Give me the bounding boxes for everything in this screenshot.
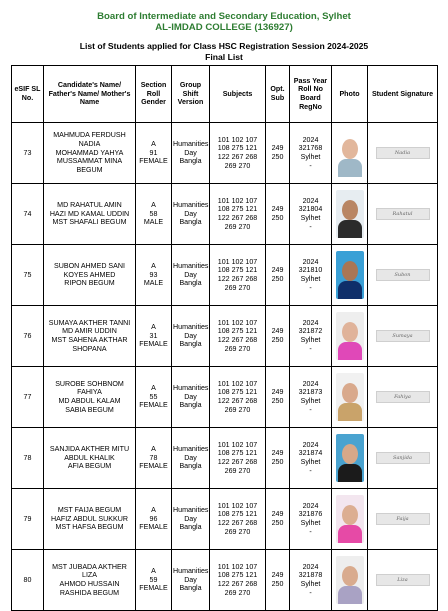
cell-subjects bbox=[210, 550, 266, 611]
cell-names bbox=[44, 123, 136, 184]
cell-names bbox=[44, 550, 136, 611]
group-group: Humanities bbox=[173, 200, 209, 209]
section-section: A bbox=[151, 444, 156, 453]
section-section: A bbox=[151, 383, 156, 392]
pass-board: Sylhet bbox=[300, 153, 321, 161]
subjects-subj4: 269 270 bbox=[224, 283, 251, 292]
subjects-subj3: 122 267 268 bbox=[217, 519, 258, 527]
group-version: Bangla bbox=[179, 218, 202, 227]
cell-section bbox=[136, 550, 172, 611]
opt-opt2: 250 bbox=[271, 580, 284, 588]
group-shift: Day bbox=[184, 514, 197, 523]
cell-opt bbox=[266, 550, 290, 611]
cell-signature bbox=[368, 245, 438, 306]
table-row bbox=[12, 550, 438, 611]
cell-section bbox=[136, 184, 172, 245]
cell-pass bbox=[290, 367, 332, 428]
student-photo bbox=[336, 495, 364, 543]
candidate-mother: MUSSAMMAT MINA BEGUM bbox=[56, 157, 123, 175]
candidate-father: HAZI MD KAMAL UDDIN bbox=[49, 209, 130, 218]
cell-opt bbox=[266, 306, 290, 367]
subjects-subj4: 269 270 bbox=[224, 161, 251, 170]
subjects-subj2: 108 275 121 bbox=[217, 571, 258, 580]
opt-opt2: 250 bbox=[271, 458, 284, 466]
group-group: Humanities bbox=[173, 261, 209, 270]
table-row bbox=[12, 367, 438, 428]
section-roll: 91 bbox=[149, 148, 158, 157]
cell-group bbox=[172, 245, 210, 306]
candidate-mother: RASHIDA BEGUM bbox=[59, 588, 120, 597]
cell-group bbox=[172, 123, 210, 184]
cell-group bbox=[172, 306, 210, 367]
group-group: Humanities bbox=[173, 139, 209, 148]
opt-opt2: 250 bbox=[271, 153, 284, 161]
pass-year: 2024 bbox=[302, 501, 319, 510]
candidate-mother: MST SAHENA AKTHAR SHOPANA bbox=[51, 336, 128, 353]
candidate-mother: MST SHAFALI BEGUM bbox=[52, 218, 127, 227]
cell-names bbox=[44, 245, 136, 306]
col-header-name: Candidate's Name/ Father's Name/ Mother's Name bbox=[44, 66, 136, 123]
candidate-name: MD RAHATUL AMIN bbox=[57, 200, 122, 209]
cell-group bbox=[172, 367, 210, 428]
pass-year: 2024 bbox=[302, 135, 319, 144]
student-signature: Liza bbox=[376, 574, 430, 586]
photo-body bbox=[338, 403, 362, 421]
section-gender: FEMALE bbox=[139, 401, 168, 410]
opt-opt2: 250 bbox=[271, 336, 284, 344]
list-subtitle: Final List bbox=[205, 52, 243, 62]
col-header-section: Section Roll Gender bbox=[136, 66, 172, 123]
cell-section bbox=[136, 428, 172, 489]
candidate-mother: SABIA BEGUM bbox=[65, 405, 114, 414]
subjects-subj2: 108 275 121 bbox=[217, 388, 258, 397]
subjects-subj4: 269 270 bbox=[224, 527, 251, 536]
group-shift: Day bbox=[184, 270, 197, 279]
pass-rollno: 321878 bbox=[298, 571, 323, 580]
student-signature: Sanjida bbox=[376, 452, 430, 464]
section-gender: MALE bbox=[143, 218, 164, 227]
cell-subjects bbox=[210, 428, 266, 489]
group-group: Humanities bbox=[173, 322, 209, 331]
student-photo bbox=[336, 129, 364, 177]
cell-sl: 77 bbox=[12, 367, 44, 428]
student-signature: Nadia bbox=[376, 147, 430, 159]
student-signature: Sumaya bbox=[376, 330, 430, 342]
cell-pass bbox=[290, 428, 332, 489]
section-roll: 58 bbox=[149, 209, 158, 218]
cell-section bbox=[136, 245, 172, 306]
opt-opt1: 249 bbox=[271, 205, 284, 214]
group-group: Humanities bbox=[173, 383, 209, 392]
cell-pass bbox=[290, 123, 332, 184]
student-photo bbox=[336, 556, 364, 604]
cell-signature bbox=[368, 306, 438, 367]
pass-board: Sylhet bbox=[300, 580, 321, 588]
col-header-photo: Photo bbox=[332, 66, 368, 123]
cell-sl: 76 bbox=[12, 306, 44, 367]
student-photo bbox=[336, 312, 364, 360]
opt-opt1: 249 bbox=[271, 388, 284, 397]
candidate-name: SUMAYA AKTHER TANNI bbox=[48, 318, 131, 327]
pass-board: Sylhet bbox=[300, 214, 321, 222]
opt-opt2: 250 bbox=[271, 214, 284, 222]
cell-subjects bbox=[210, 184, 266, 245]
cell-subjects bbox=[210, 367, 266, 428]
cell-photo bbox=[332, 367, 368, 428]
cell-signature bbox=[368, 184, 438, 245]
subjects-subj3: 122 267 268 bbox=[217, 214, 258, 222]
group-version: Bangla bbox=[179, 340, 202, 349]
section-roll: 93 bbox=[149, 270, 158, 279]
pass-board: Sylhet bbox=[300, 275, 321, 283]
subjects-subj3: 122 267 268 bbox=[217, 458, 258, 466]
opt-opt1: 249 bbox=[271, 510, 284, 519]
group-shift: Day bbox=[184, 148, 197, 157]
group-shift: Day bbox=[184, 331, 197, 340]
subjects-subj3: 122 267 268 bbox=[217, 336, 258, 344]
candidate-name: MST FAIJA BEGUM bbox=[57, 505, 122, 514]
subjects-subj2: 108 275 121 bbox=[217, 266, 258, 275]
group-version: Bangla bbox=[179, 462, 202, 471]
section-gender: FEMALE bbox=[139, 584, 168, 593]
photo-body bbox=[338, 342, 362, 360]
candidate-mother: RIPON BEGUM bbox=[64, 279, 115, 288]
cell-names bbox=[44, 184, 136, 245]
group-shift: Day bbox=[184, 392, 197, 401]
pass-year: 2024 bbox=[302, 440, 319, 449]
cell-opt bbox=[266, 489, 290, 550]
section-section: A bbox=[151, 566, 156, 575]
student-signature: Rahatul bbox=[376, 208, 430, 220]
candidate-father: AHMOD HUSSAIN bbox=[59, 580, 120, 588]
subjects-subj1: 101 102 107 bbox=[217, 135, 258, 144]
candidate-mother: MST HAFSA BEGUM bbox=[55, 523, 124, 532]
cell-names bbox=[44, 489, 136, 550]
subjects-subj4: 269 270 bbox=[224, 222, 251, 231]
section-gender: FEMALE bbox=[139, 462, 168, 471]
cell-sl: 73 bbox=[12, 123, 44, 184]
section-section: A bbox=[151, 261, 156, 270]
cell-opt bbox=[266, 184, 290, 245]
col-header-sl: eSIF SL No. bbox=[12, 66, 44, 123]
photo-body bbox=[338, 281, 362, 299]
photo-face bbox=[342, 566, 358, 586]
cell-opt bbox=[266, 367, 290, 428]
pass-rollno: 321876 bbox=[298, 510, 323, 519]
cell-names bbox=[44, 367, 136, 428]
pass-year: 2024 bbox=[302, 196, 319, 205]
candidate-mother: AFIA BEGUM bbox=[67, 462, 112, 471]
document-header bbox=[0, 11, 448, 63]
cell-pass bbox=[290, 489, 332, 550]
cell-photo bbox=[332, 184, 368, 245]
section-roll: 96 bbox=[149, 514, 158, 523]
pass-reg: - bbox=[309, 588, 312, 597]
subjects-subj3: 122 267 268 bbox=[217, 153, 258, 161]
subjects-subj4: 269 270 bbox=[224, 344, 251, 353]
col-header-group: Group Shift Version bbox=[172, 66, 210, 123]
cell-section bbox=[136, 367, 172, 428]
cell-subjects bbox=[210, 489, 266, 550]
cell-pass bbox=[290, 306, 332, 367]
cell-group bbox=[172, 184, 210, 245]
table-row bbox=[12, 123, 438, 184]
cell-photo bbox=[332, 123, 368, 184]
section-roll: 78 bbox=[149, 453, 158, 462]
candidate-name: MAHMUDA FERDUSH NADIA bbox=[53, 131, 126, 148]
cell-group bbox=[172, 428, 210, 489]
opt-opt1: 249 bbox=[271, 327, 284, 336]
group-shift: Day bbox=[184, 575, 197, 584]
photo-face bbox=[342, 505, 358, 525]
group-version: Bangla bbox=[179, 279, 202, 288]
table-row bbox=[12, 428, 438, 489]
subjects-subj1: 101 102 107 bbox=[217, 196, 258, 205]
col-header-subjects: Subjects bbox=[210, 66, 266, 123]
table-row bbox=[12, 489, 438, 550]
photo-face bbox=[342, 200, 358, 220]
table-row bbox=[12, 306, 438, 367]
candidate-name: SUBON AHMED SANI bbox=[54, 261, 125, 270]
subjects-subj3: 122 267 268 bbox=[217, 397, 258, 405]
photo-body bbox=[338, 159, 362, 177]
college-name: AL-IMDAD COLLEGE (136927) bbox=[155, 22, 293, 33]
pass-rollno: 321768 bbox=[298, 144, 323, 153]
candidate-father: ABDUL KHALIK bbox=[64, 453, 115, 462]
section-roll: 55 bbox=[149, 392, 158, 401]
section-section: A bbox=[151, 322, 156, 331]
cell-pass bbox=[290, 184, 332, 245]
cell-opt bbox=[266, 428, 290, 489]
cell-signature bbox=[368, 367, 438, 428]
pass-year: 2024 bbox=[302, 379, 319, 388]
subjects-subj1: 101 102 107 bbox=[217, 501, 258, 510]
photo-body bbox=[338, 586, 362, 604]
cell-sl: 79 bbox=[12, 489, 44, 550]
group-version: Bangla bbox=[179, 401, 202, 410]
cell-photo bbox=[332, 306, 368, 367]
pass-year: 2024 bbox=[302, 562, 319, 571]
group-version: Bangla bbox=[179, 157, 202, 166]
pass-rollno: 321810 bbox=[298, 266, 323, 275]
cell-photo bbox=[332, 489, 368, 550]
cell-subjects bbox=[210, 123, 266, 184]
pass-reg: - bbox=[309, 222, 312, 231]
pass-reg: - bbox=[309, 161, 312, 170]
photo-face bbox=[342, 322, 358, 342]
student-photo bbox=[336, 251, 364, 299]
section-gender: FEMALE bbox=[139, 523, 168, 532]
cell-subjects bbox=[210, 245, 266, 306]
candidate-father: MD ABDUL KALAM bbox=[58, 397, 121, 405]
table-header-row bbox=[12, 66, 438, 123]
cell-signature bbox=[368, 123, 438, 184]
group-group: Humanities bbox=[173, 505, 209, 514]
section-section: A bbox=[151, 200, 156, 209]
subjects-subj2: 108 275 121 bbox=[217, 449, 258, 458]
student-signature: Faija bbox=[376, 513, 430, 525]
cell-subjects bbox=[210, 306, 266, 367]
cell-group bbox=[172, 550, 210, 611]
student-photo bbox=[336, 190, 364, 238]
pass-rollno: 321872 bbox=[298, 327, 323, 336]
opt-opt1: 249 bbox=[271, 266, 284, 275]
subjects-subj1: 101 102 107 bbox=[217, 379, 258, 388]
opt-opt1: 249 bbox=[271, 449, 284, 458]
pass-board: Sylhet bbox=[300, 336, 321, 344]
section-roll: 59 bbox=[149, 575, 158, 584]
pass-rollno: 321873 bbox=[298, 388, 323, 397]
cell-names bbox=[44, 428, 136, 489]
cell-photo bbox=[332, 245, 368, 306]
subjects-subj2: 108 275 121 bbox=[217, 205, 258, 214]
section-gender: MALE bbox=[143, 279, 164, 288]
section-gender: FEMALE bbox=[139, 157, 168, 166]
cell-photo bbox=[332, 550, 368, 611]
group-shift: Day bbox=[184, 209, 197, 218]
pass-board: Sylhet bbox=[300, 397, 321, 405]
candidate-name: SANJIDA AKTHER MITU bbox=[49, 444, 130, 453]
subjects-subj2: 108 275 121 bbox=[217, 327, 258, 336]
cell-group bbox=[172, 489, 210, 550]
cell-section bbox=[136, 123, 172, 184]
group-version: Bangla bbox=[179, 584, 202, 593]
subjects-subj4: 269 270 bbox=[224, 466, 251, 475]
cell-sl: 78 bbox=[12, 428, 44, 489]
student-photo bbox=[336, 373, 364, 421]
group-version: Bangla bbox=[179, 523, 202, 532]
pass-rollno: 321874 bbox=[298, 449, 323, 458]
candidate-father: MD AMIR UDDIN bbox=[62, 327, 117, 336]
col-header-pass: Pass Year Roll No Board RegNo bbox=[290, 66, 332, 123]
pass-reg: - bbox=[309, 466, 312, 475]
subjects-subj3: 122 267 268 bbox=[217, 580, 258, 588]
photo-face bbox=[342, 261, 358, 281]
board-name: Board of Intermediate and Secondary Education, Sylhet bbox=[97, 11, 351, 22]
candidate-name: MST JUBADA AKTHER LIZA bbox=[52, 562, 127, 580]
list-title: List of Students applied for Class HSC Registration Session 2024-2025 bbox=[79, 41, 369, 51]
subjects-subj1: 101 102 107 bbox=[217, 562, 258, 571]
cell-names bbox=[44, 306, 136, 367]
col-header-signature: Student Signature bbox=[368, 66, 438, 123]
photo-body bbox=[338, 525, 362, 543]
students-table bbox=[11, 65, 438, 611]
section-section: A bbox=[151, 505, 156, 514]
candidate-father: MOHAMMAD YAHYA bbox=[55, 148, 124, 157]
cell-signature bbox=[368, 428, 438, 489]
cell-opt bbox=[266, 123, 290, 184]
section-roll: 31 bbox=[149, 331, 158, 340]
opt-opt1: 249 bbox=[271, 144, 284, 153]
pass-reg: - bbox=[309, 344, 312, 353]
photo-face bbox=[342, 383, 358, 403]
cell-pass bbox=[290, 245, 332, 306]
group-group: Humanities bbox=[173, 444, 209, 453]
pass-board: Sylhet bbox=[300, 458, 321, 466]
cell-sl: 74 bbox=[12, 184, 44, 245]
opt-opt2: 250 bbox=[271, 397, 284, 405]
student-photo bbox=[336, 434, 364, 482]
photo-body bbox=[338, 220, 362, 238]
cell-opt bbox=[266, 245, 290, 306]
subjects-subj1: 101 102 107 bbox=[217, 440, 258, 449]
pass-rollno: 321804 bbox=[298, 205, 323, 214]
cell-signature bbox=[368, 550, 438, 611]
candidate-father: HAFIZ ABDUL SUKKUR bbox=[51, 514, 128, 523]
student-signature: Subon bbox=[376, 269, 430, 281]
opt-opt1: 249 bbox=[271, 571, 284, 580]
cell-photo bbox=[332, 428, 368, 489]
pass-year: 2024 bbox=[302, 257, 319, 266]
subjects-subj2: 108 275 121 bbox=[217, 510, 258, 519]
cell-sl: 75 bbox=[12, 245, 44, 306]
pass-year: 2024 bbox=[302, 318, 319, 327]
table-row bbox=[12, 184, 438, 245]
candidate-name: SUROBE SOHBNOM FAHIYA bbox=[55, 379, 124, 397]
photo-face bbox=[342, 444, 358, 464]
group-shift: Day bbox=[184, 453, 197, 462]
pass-board: Sylhet bbox=[300, 519, 321, 527]
cell-section bbox=[136, 306, 172, 367]
subjects-subj2: 108 275 121 bbox=[217, 144, 258, 153]
pass-reg: - bbox=[309, 405, 312, 414]
subjects-subj1: 101 102 107 bbox=[217, 318, 258, 327]
subjects-subj4: 269 270 bbox=[224, 405, 251, 414]
pass-reg: - bbox=[309, 283, 312, 292]
section-gender: FEMALE bbox=[139, 340, 168, 349]
group-group: Humanities bbox=[173, 566, 209, 575]
candidate-father: KOYES AHMED bbox=[63, 270, 116, 279]
pass-reg: - bbox=[309, 527, 312, 536]
subjects-subj3: 122 267 268 bbox=[217, 275, 258, 283]
photo-face bbox=[342, 139, 358, 159]
subjects-subj1: 101 102 107 bbox=[217, 257, 258, 266]
col-header-opt: Opt. Sub bbox=[266, 66, 290, 123]
student-signature: Fahiya bbox=[376, 391, 430, 403]
opt-opt2: 250 bbox=[271, 275, 284, 283]
cell-signature bbox=[368, 489, 438, 550]
opt-opt2: 250 bbox=[271, 519, 284, 527]
cell-section bbox=[136, 489, 172, 550]
section-section: A bbox=[151, 139, 156, 148]
photo-body bbox=[338, 464, 362, 482]
cell-sl: 80 bbox=[12, 550, 44, 611]
subjects-subj4: 269 270 bbox=[224, 588, 251, 597]
table-row bbox=[12, 245, 438, 306]
cell-pass bbox=[290, 550, 332, 611]
